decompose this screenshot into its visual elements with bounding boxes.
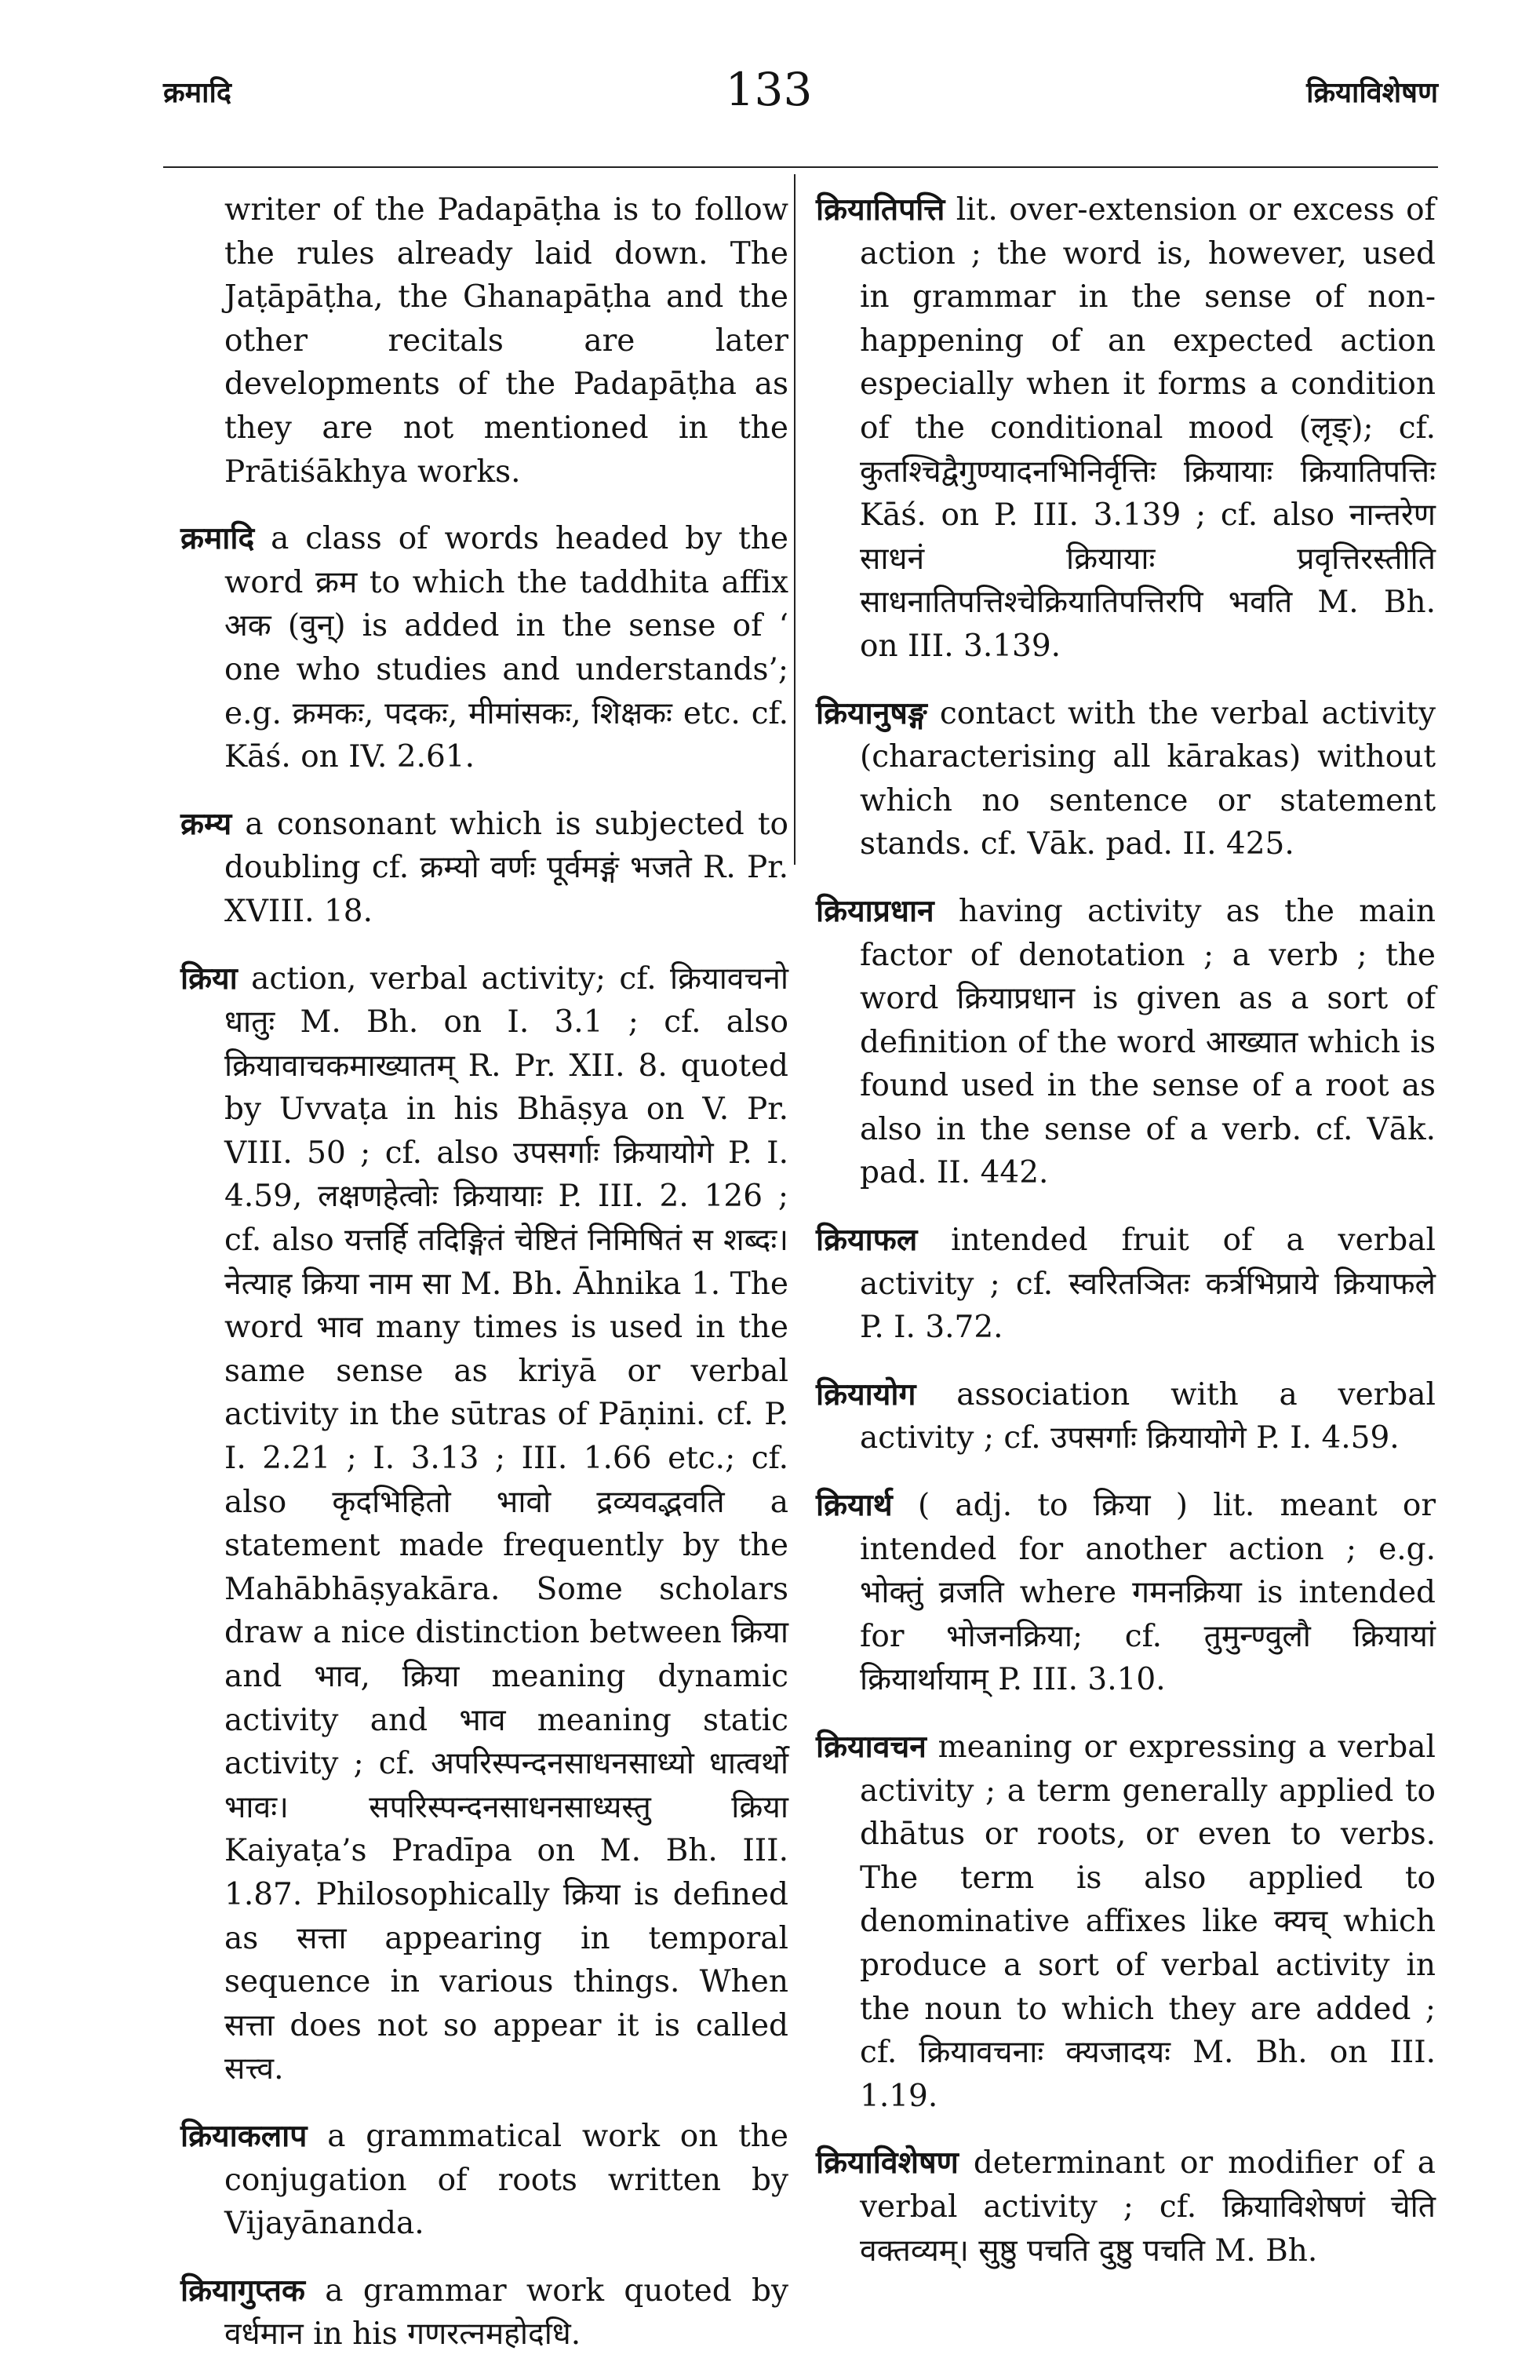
dictionary-entry [816, 1219, 1436, 1350]
entry-headword: क्रियावचन [816, 1729, 927, 1765]
page-number: 133 [725, 63, 813, 116]
dictionary-entry [816, 890, 1436, 1195]
header-rule [163, 166, 1438, 168]
column-divider [794, 174, 795, 865]
entry-definition: a grammar work quoted by वर्धमान in his गणरत्नमहोदधि. [224, 2272, 788, 2353]
dictionary-entry [180, 2269, 788, 2356]
entry-headword: क्रमादि [180, 520, 255, 557]
left-column [180, 188, 788, 2380]
entry-headword: क्रियार्थ [816, 1487, 893, 1524]
entry-headword: क्रियानुषङ्ग [816, 694, 927, 731]
entry-headword: क्रियातिपत्ति [816, 191, 945, 228]
entry-definition: having activity as the main factor of denotation ; a verb ; the word क्रियाप्रधान is given as a sort of definition of the word आख्यात which is found used in the sense of a root as also in the sense of a verb. cf. Vāk. pad. II. 442. [860, 893, 1436, 1191]
entry-definition: writer of the Padapāṭha is to follow the rules already laid down. The Jaṭāpāṭha, the Ghanapāṭha and the other recitals are later developments of the Padapāṭha as they are not mentioned in the Prātiśākhya works. [224, 192, 788, 490]
right-column [816, 188, 1436, 2296]
entry-definition: determinant or modifier of a verbal activity ; cf. क्रियाविशेषणं चेति वक्तव्यम्। सुष्ठु पचति दुष्ठु पचति M. Bh. [860, 2145, 1436, 2269]
entry-headword: क्रियाप्रधान [816, 892, 934, 929]
entry-headword: क्रियाविशेषण [816, 2145, 959, 2181]
dictionary-entry [816, 692, 1436, 866]
dictionary-entry [180, 957, 788, 2091]
entry-headword: क्रियागुप्तक [180, 2272, 305, 2309]
entry-definition: action, verbal activity; cf. क्रियावचनो धातुः M. Bh. on I. 3.1 ; cf. also क्रियावाचकमाख्यातम् R. Pr. XII. 8. quoted by Uvvaṭa in his Bhāṣya on V. Pr. VIII. 50 ; cf. also उपसर्गाः क्रियायोगे P. I. 4.59, लक्षणहेत्वोः क्रियायाः P. III. 2. 126 ; cf. also यत्तर्हि तदिङ्गितं चेष्टितं निमिषितं स शब्दः। नेत्याह क्रिया नाम सा M. Bh. Āhnika 1. The word भाव many times is used in the same sense as kriyā or verbal activity in the sūtras of Pāṇini. cf. P. I. 2.21 ; I. 3.13 ; III. 1.66 etc.; cf. also कृदभिहितो भावो द्रव्यवद्भवति a statement made frequently by the Mahābhāṣyakāra. Some scholars draw a nice distinction between क्रिया and भाव, क्रिया meaning dynamic activity and भाव meaning static activity ; cf. अपरिस्पन्दनसाधनसाध्यो धात्वर्थो भावः। सपरिस्पन्दनसाधनसाध्यस्तु क्रिया Kaiyaṭa’s Pradīpa on M. Bh. III. 1.87. Philosophically क्रिया is defined as सत्ता appearing in temporal sequence in various things. When सत्ता does not so appear it is called सत्त्व. [224, 960, 788, 2087]
running-head-left: क्रमादि [163, 76, 231, 109]
entry-headword: क्रियाकलाप [180, 2117, 308, 2154]
dictionary-entry [816, 1726, 1436, 2118]
dictionary-entry [180, 188, 788, 494]
entry-definition: intended fruit of a verbal activity ; cf. स्वरितञितः कर्त्रभिप्राये क्रियाफले P. I. 3.72. [860, 1223, 1436, 1346]
dictionary-entry [816, 1373, 1436, 1460]
dictionary-entry [180, 2115, 788, 2246]
entry-headword: क्रियाफल [816, 1222, 918, 1259]
page-header [0, 0, 1540, 180]
dictionary-entry [180, 517, 788, 779]
entry-definition: contact with the verbal activity (characterising all kārakas) without which no sentence or statement stands. cf. Vāk. pad. II. 425. [860, 695, 1436, 862]
entry-headword: क्रियायोग [816, 1376, 916, 1412]
entry-definition: association with a verbal activity ; cf. उपसर्गाः क्रियायोगे P. I. 4.59. [860, 1376, 1436, 1456]
dictionary-entry [816, 2141, 1436, 2272]
dictionary-entry [816, 188, 1436, 669]
entry-definition: a consonant which is subjected to doubling cf. क्रम्यो वर्णः पूर्वमङ्गं भजते R. Pr. XVIII. 18. [224, 806, 788, 929]
entry-definition: meaning or expressing a verbal activity ; a term generally applied to dhātus or roots, or even to verbs. The term is also applied to denominative affixes like क्यच् which produce a sort of verbal activity in the noun to which they are added ; cf. क्रियावचनाः क्यजादयः M. Bh. on III. 1.19. [860, 1729, 1436, 2114]
entry-definition: a class of words headed by the word क्रम to which the taddhita affix अक (वुन्) is added in the sense of ‘ one who studies and understands’; e.g. क्रमकः, पदकः, मीमांसकः, शिक्षकः etc. cf. Kāś. on IV. 2.61. [224, 521, 788, 775]
entry-headword: क्रिया [180, 960, 238, 997]
dictionary-entry [816, 1484, 1436, 1702]
entry-definition: lit. over-extension or excess of action ; the word is, however, used in grammar in the sense of non-happening of an expected action especially when it forms a condition of the conditional mood (लृङ्); cf. कुतश्चिद्वैगुण्यादनभिनिर्वृत्तिः क्रियायाः क्रियातिपत्तिः Kāś. on P. III. 3.139 ; cf. also नान्तरेण साधनं क्रियायाः प्रवृत्तिरस्तीति साधनातिपत्तिश्चेक्रियातिपत्तिरपि भवति M. Bh. on III. 3.139. [860, 192, 1436, 664]
dictionary-entry [180, 803, 788, 934]
entry-headword: क्रम्य [180, 805, 232, 842]
entry-definition: ( adj. to क्रिया ) lit. meant or intended for another action ; e.g. भोक्तुं व्रजति where गमनक्रिया is intended for भोजनक्रिया; cf. तुमुन्ण्वुलौ क्रियायां क्रियार्थायाम् P. III. 3.10. [860, 1488, 1436, 1698]
entry-definition: a grammatical work on the conjugation of roots written by Vijayānanda. [224, 2118, 789, 2242]
running-head-right: क्रियाविशेषण [1306, 76, 1438, 109]
